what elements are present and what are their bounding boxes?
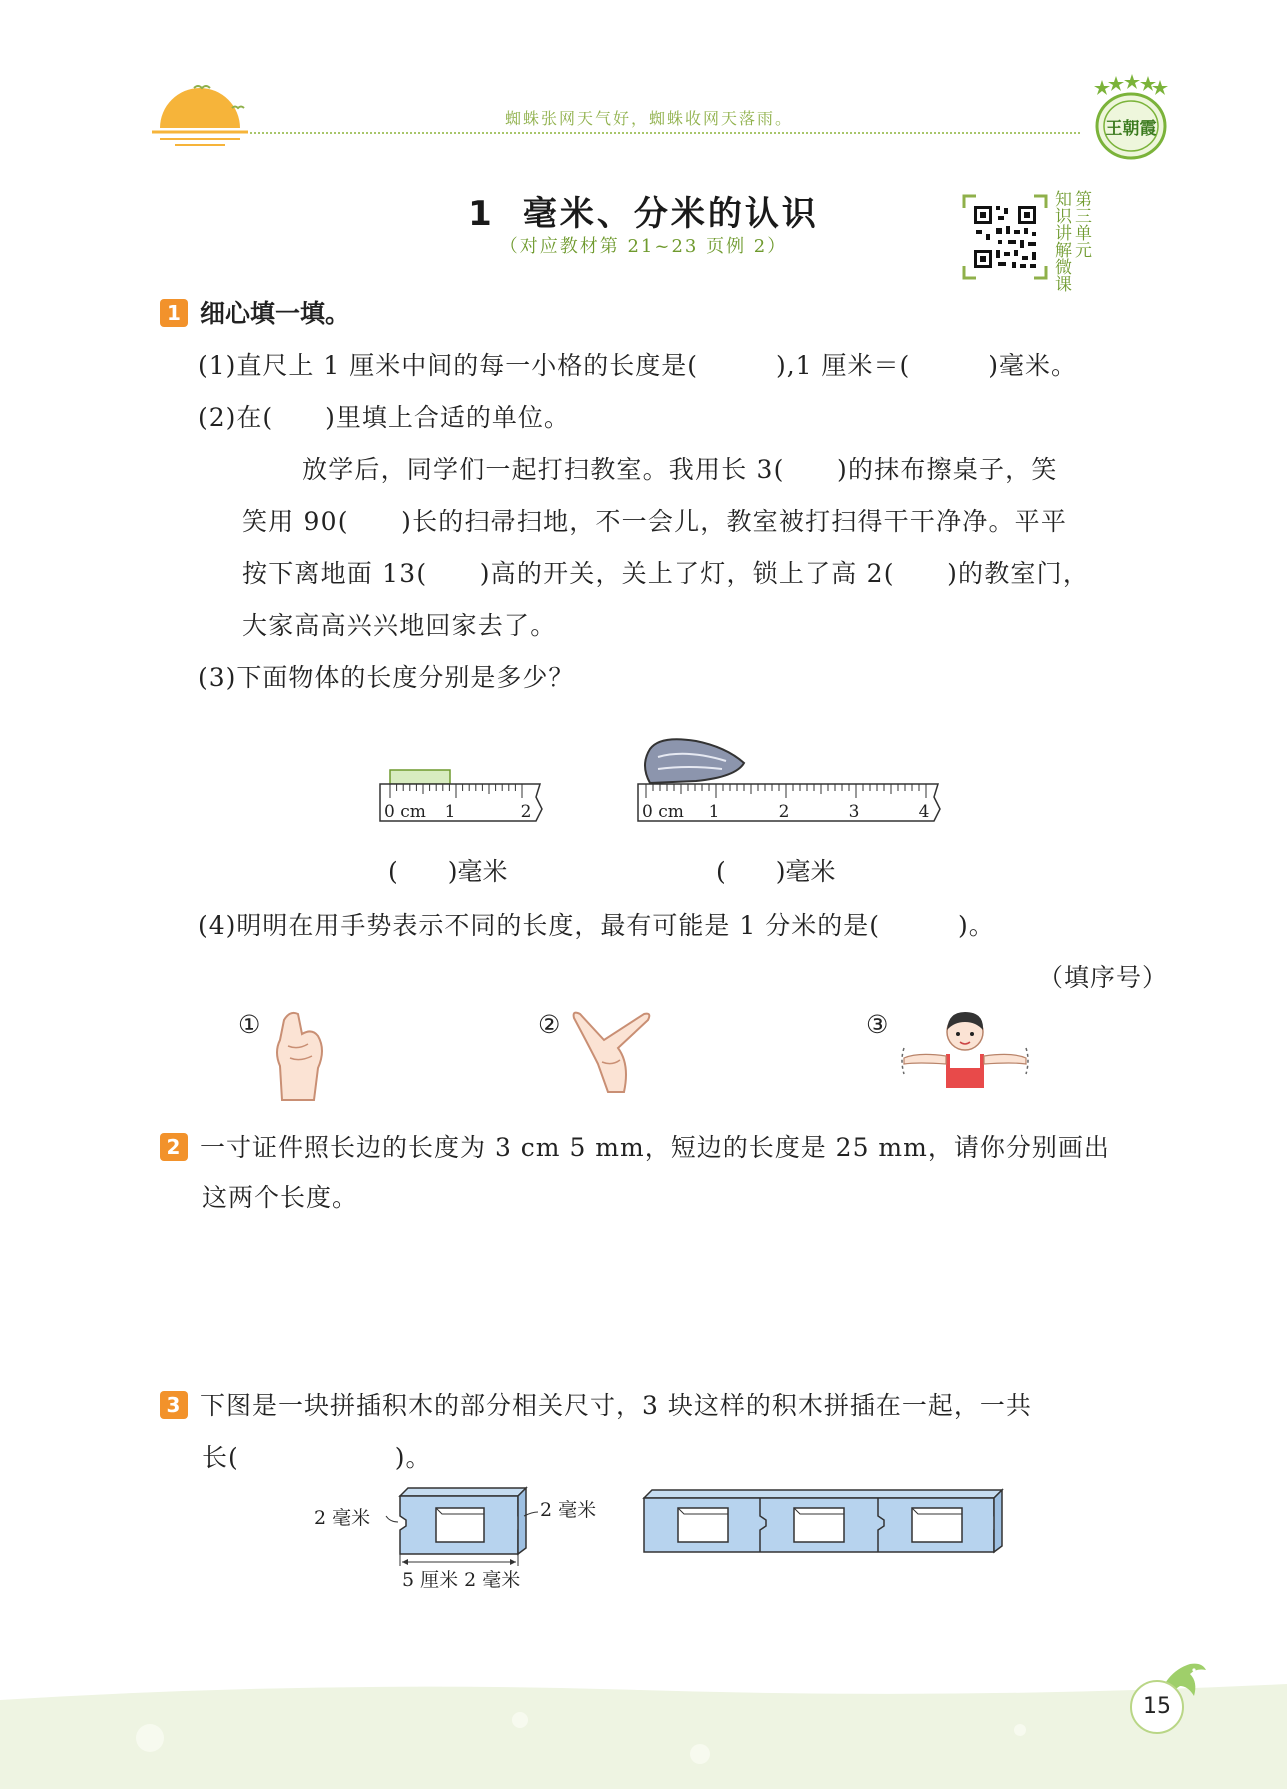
section-2-line-2: 这两个长度。 xyxy=(202,1183,359,1212)
pinch-hand-icon xyxy=(268,1006,328,1102)
paragraph-line-4: 大家高高兴兴地回家去了。 xyxy=(242,611,557,640)
section-3-text: 下图是一块拼插积木的部分相关尺寸，3 块这样的积木拼插在一起，一共 xyxy=(200,1391,1032,1420)
ruler-2-label-0: 0 cm xyxy=(642,802,684,822)
qr-caption-left: 知识讲解微课 xyxy=(1051,190,1071,292)
section-2-text: 一寸证件照长边的长度为 3 cm 5 mm，短边的长度是 25 mm，请你分别画出 xyxy=(200,1133,1110,1162)
single-block-diagram xyxy=(310,1482,600,1592)
three-blocks-diagram xyxy=(640,1486,1010,1562)
sunset-logo xyxy=(150,78,260,150)
ruler-2-label-2: 2 xyxy=(778,802,790,822)
ruler-2-label-1: 1 xyxy=(708,802,720,822)
question-1-3: (3)下面物体的长度分别是多少？ xyxy=(198,663,575,692)
option-2-label: ② xyxy=(538,1010,561,1039)
label-left: 2 毫米 xyxy=(314,1507,371,1529)
brand-logo-text: 王朝霞 xyxy=(1105,119,1157,139)
header-motto: 蜘蛛张网天气好，蜘蛛收网天落雨。 xyxy=(505,109,794,128)
ruler-2-caption: ( )毫米 xyxy=(716,857,836,886)
sunflower-seed-icon xyxy=(645,739,744,783)
footer-background xyxy=(0,1680,1287,1789)
spread-hand-icon xyxy=(568,1008,652,1094)
option-1-label: ① xyxy=(238,1010,261,1039)
ruler-1-label-0: 0 cm xyxy=(384,802,426,822)
brand-seal-logo xyxy=(1090,74,1170,166)
qr-caption xyxy=(1052,190,1096,292)
label-bottom: 5 厘米 2 毫米 xyxy=(402,1569,521,1591)
question-1-4-note: （填序号） xyxy=(1038,963,1169,992)
page-number: 15 xyxy=(1130,1680,1184,1734)
header-divider xyxy=(250,132,1080,134)
ruler-2-label-3: 3 xyxy=(848,802,860,822)
section-1-heading xyxy=(160,294,350,330)
lesson-subtitle: （对应教材第 21~23 页例 2） xyxy=(499,236,788,257)
lesson-number: 1 xyxy=(468,194,495,234)
question-1-4: (4)明明在用手势表示不同的长度，最有可能是 1 分米的是( )。 xyxy=(198,911,995,940)
ruler-1-caption: ( )毫米 xyxy=(388,857,508,886)
label-right: 2 毫米 xyxy=(540,1499,597,1521)
question-1-1: (1)直尺上 1 厘米中间的每一小格的长度是( ),1 厘米＝( )毫米。 xyxy=(198,351,1078,380)
section-3-line-1 xyxy=(160,1386,1032,1422)
question-1-2: (2)在( )里填上合适的单位。 xyxy=(198,403,570,432)
section-2-badge: 2 xyxy=(160,1133,188,1161)
section-3-line-2: 长( )。 xyxy=(202,1443,432,1472)
paragraph-line-1: 放学后，同学们一起打扫教室。我用长 3( )的抹布擦桌子，笑 xyxy=(302,455,1058,484)
boy-arms-outstretched-icon xyxy=(898,1008,1032,1092)
ruler-1-label-1: 1 xyxy=(444,802,456,822)
option-3-label: ③ xyxy=(866,1010,889,1039)
ruler-2-figure xyxy=(636,735,942,840)
green-strip xyxy=(390,770,450,784)
ruler-1-figure xyxy=(378,765,548,840)
qr-caption-right: 第三单元 xyxy=(1071,190,1091,258)
section-1-title: 细心填一填。 xyxy=(200,299,351,328)
paragraph-line-2: 笑用 90( )长的扫帚扫地，不一会儿，教室被打扫得干干净净。平平 xyxy=(242,507,1068,536)
section-3-badge: 3 xyxy=(160,1391,188,1419)
lesson-title: 毫米、分米的认识 xyxy=(522,194,819,234)
section-1-badge: 1 xyxy=(160,299,188,327)
qr-code-icon[interactable] xyxy=(962,194,1048,280)
section-2-line-1 xyxy=(160,1128,1110,1164)
ruler-1-label-2: 2 xyxy=(520,802,532,822)
paragraph-line-3: 按下离地面 13( )高的开关，关上了灯，锁上了高 2( )的教室门， xyxy=(242,559,1090,588)
ruler-2-label-4: 4 xyxy=(918,802,930,822)
